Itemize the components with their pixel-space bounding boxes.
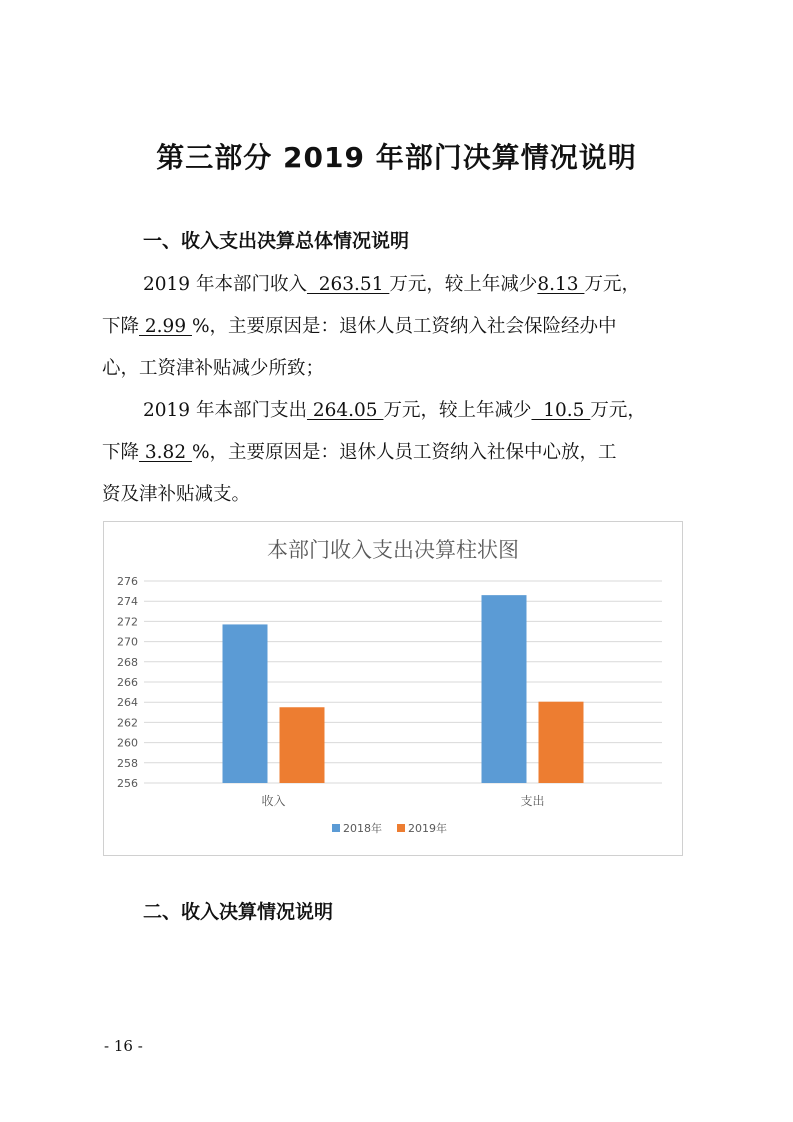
para1-line2 (102, 312, 617, 338)
expense-decrease-percent: 3.82 (139, 442, 192, 463)
expense-decrease-value: 10.5 (531, 400, 591, 421)
para2-text: 2019 年本部门支出 (143, 400, 307, 421)
income-2019-value: 263.51 (306, 274, 390, 295)
y-tick-label: 270 (117, 635, 138, 649)
section-heading-1: 一、收入支出决算总体情况说明 (143, 230, 410, 252)
y-tick-label: 266 (117, 676, 138, 689)
para1-text: 万元， (584, 274, 640, 295)
para2-line3 (102, 480, 250, 506)
y-tick-label: 260 (117, 736, 138, 750)
y-tick-label: 274 (117, 595, 138, 609)
page-number: - 16 - (104, 1037, 143, 1055)
para2-line2 (102, 438, 617, 464)
para1-text: 万元，较上年减少 (389, 274, 538, 295)
y-tick-label: 262 (117, 716, 138, 730)
bar-chart-svg (104, 522, 682, 855)
x-tick-label: 支出 (520, 794, 545, 808)
x-tick-label: 收入 (261, 794, 286, 808)
legend-label: 2019年 (408, 822, 447, 835)
chart-title: 本部门收入支出决算柱状图 (267, 538, 519, 562)
bar-2018年-支出 (482, 595, 527, 783)
bar-2018年-收入 (223, 624, 268, 783)
para2-text: 万元，较上年减少 (383, 400, 532, 421)
y-tick-label: 256 (117, 777, 138, 790)
y-tick-label: 276 (117, 575, 138, 588)
para1-text: 2019 年本部门收入 (143, 274, 307, 295)
y-tick-label: 258 (117, 756, 138, 770)
income-decrease-percent: 2.99 (139, 316, 192, 337)
y-tick-label: 272 (117, 615, 138, 629)
y-tick-label: 264 (117, 696, 138, 710)
para1-line1 (143, 270, 640, 296)
para1-text: 下降 (102, 316, 140, 337)
para1-line3 (102, 354, 324, 380)
para2-text: 万元， (590, 400, 646, 421)
bar-chart (103, 521, 683, 856)
section-heading-2: 二、收入决算情况说明 (143, 901, 334, 923)
legend-label: 2018年 (343, 822, 382, 835)
expense-2019-value: 264.05 (306, 400, 384, 421)
income-decrease-value: 8.13 (537, 274, 585, 295)
para2-line1 (143, 396, 646, 422)
bar-2019年-支出 (539, 702, 584, 783)
legend-swatch (397, 824, 405, 832)
bar-2019年-收入 (280, 707, 325, 783)
page-title: 第三部分 2019 年部门决算情况说明 (156, 141, 637, 174)
para2-text: %，主要原因是：退休人员工资纳入社保中心放，工 (191, 442, 617, 463)
para2-text: 下降 (102, 442, 140, 463)
y-tick-label: 268 (117, 655, 138, 669)
legend-swatch (332, 824, 340, 832)
para1-text: %，主要原因是：退休人员工资纳入社会保险经办中 (191, 316, 617, 337)
para2-text: 资及津补贴减支。 (102, 484, 251, 505)
para1-text: 心，工资津补贴减少所致； (102, 358, 325, 379)
